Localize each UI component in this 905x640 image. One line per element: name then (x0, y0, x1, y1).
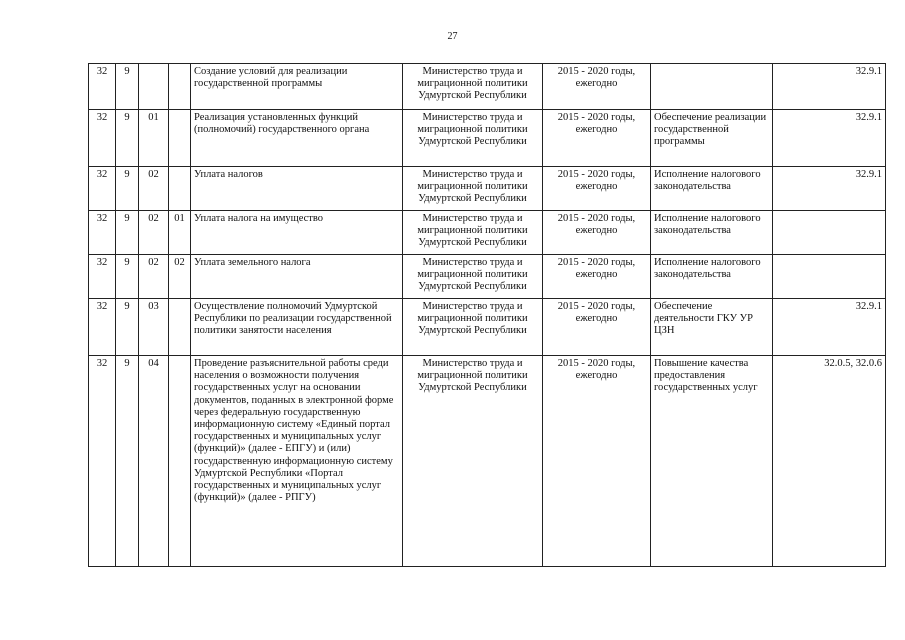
page-number: 27 (447, 31, 458, 42)
table-row (89, 299, 886, 356)
om-code-cell: 04 (139, 356, 169, 567)
executor-cell: Министерство труда и миграционной политики Удмуртской Республики (403, 255, 543, 299)
result-cell: Исполнение налогового законодательства (651, 167, 773, 211)
result-cell: Обеспечение деятельности ГКУ УР ЦЗН (651, 299, 773, 356)
result-cell: Обеспечение реализации государственной программы (651, 110, 773, 167)
pp-code-cell: 9 (116, 64, 139, 110)
pp-code-cell: 9 (116, 110, 139, 167)
gp-code-cell: 32 (89, 356, 116, 567)
table-row (89, 110, 886, 167)
program-activities-table (88, 63, 886, 567)
period-cell: 2015 - 2020 годы, ежегодно (543, 255, 651, 299)
om-code-cell: 02 (139, 211, 169, 255)
executor-cell: Министерство труда и миграционной политики Удмуртской Республики (403, 64, 543, 110)
period-cell: 2015 - 2020 годы, ежегодно (543, 110, 651, 167)
table-row (89, 356, 886, 567)
indicator-cell: 32.9.1 (773, 110, 886, 167)
m-code-cell: 02 (169, 255, 191, 299)
period-cell: 2015 - 2020 годы, ежегодно (543, 211, 651, 255)
m-code-cell (169, 167, 191, 211)
table-row (89, 211, 886, 255)
om-code-cell: 03 (139, 299, 169, 356)
om-code-cell (139, 64, 169, 110)
indicator-cell: 32.9.1 (773, 299, 886, 356)
indicator-cell (773, 255, 886, 299)
pp-code-cell: 9 (116, 167, 139, 211)
m-code-cell (169, 299, 191, 356)
gp-code-cell: 32 (89, 211, 116, 255)
pp-code-cell: 9 (116, 211, 139, 255)
executor-cell: Министерство труда и миграционной политики Удмуртской Республики (403, 167, 543, 211)
executor-cell: Министерство труда и миграционной политики Удмуртской Республики (403, 356, 543, 567)
table-row (89, 167, 886, 211)
activity-name-cell: Уплата налога на имущество (191, 211, 403, 255)
result-cell (651, 64, 773, 110)
executor-cell: Министерство труда и миграционной политики Удмуртской Республики (403, 110, 543, 167)
indicator-cell: 32.9.1 (773, 64, 886, 110)
om-code-cell: 02 (139, 167, 169, 211)
gp-code-cell: 32 (89, 255, 116, 299)
executor-cell: Министерство труда и миграционной политики Удмуртской Республики (403, 211, 543, 255)
activity-name-cell: Осуществление полномочий Удмуртской Республики по реализации государственной политики занятости населения (191, 299, 403, 356)
gp-code-cell: 32 (89, 110, 116, 167)
gp-code-cell: 32 (89, 299, 116, 356)
activity-name-cell: Создание условий для реализации государственной программы (191, 64, 403, 110)
gp-code-cell: 32 (89, 167, 116, 211)
activity-name-cell: Уплата земельного налога (191, 255, 403, 299)
result-cell: Повышение качества предоставления государственных услуг (651, 356, 773, 567)
activity-name-cell: Проведение разъяснительной работы среди населения о возможности получения государственных услуг на основании документов, поданных в электронной форме через федеральную государственную информационную систему «Единый портал государственных и муниципальных услуг (функций)» (далее - ЕПГУ) и (или) государственную информационную систему Удмуртской Республики «Портал государственных и муниципальных услуг (функций)» (далее - РПГУ) (191, 356, 403, 567)
m-code-cell: 01 (169, 211, 191, 255)
indicator-cell (773, 211, 886, 255)
period-cell: 2015 - 2020 годы, ежегодно (543, 356, 651, 567)
result-cell: Исполнение налогового законодательства (651, 211, 773, 255)
table-row (89, 255, 886, 299)
result-cell: Исполнение налогового законодательства (651, 255, 773, 299)
pp-code-cell: 9 (116, 299, 139, 356)
indicator-cell: 32.9.1 (773, 167, 886, 211)
pp-code-cell: 9 (116, 356, 139, 567)
m-code-cell (169, 64, 191, 110)
activity-name-cell: Уплата налогов (191, 167, 403, 211)
m-code-cell (169, 110, 191, 167)
executor-cell: Министерство труда и миграционной политики Удмуртской Республики (403, 299, 543, 356)
om-code-cell: 01 (139, 110, 169, 167)
gp-code-cell: 32 (89, 64, 116, 110)
indicator-cell: 32.0.5, 32.0.6 (773, 356, 886, 567)
m-code-cell (169, 356, 191, 567)
om-code-cell: 02 (139, 255, 169, 299)
period-cell: 2015 - 2020 годы, ежегодно (543, 64, 651, 110)
activity-name-cell: Реализация установленных функций (полномочий) государственного органа (191, 110, 403, 167)
pp-code-cell: 9 (116, 255, 139, 299)
period-cell: 2015 - 2020 годы, ежегодно (543, 167, 651, 211)
period-cell: 2015 - 2020 годы, ежегодно (543, 299, 651, 356)
table-row (89, 64, 886, 110)
